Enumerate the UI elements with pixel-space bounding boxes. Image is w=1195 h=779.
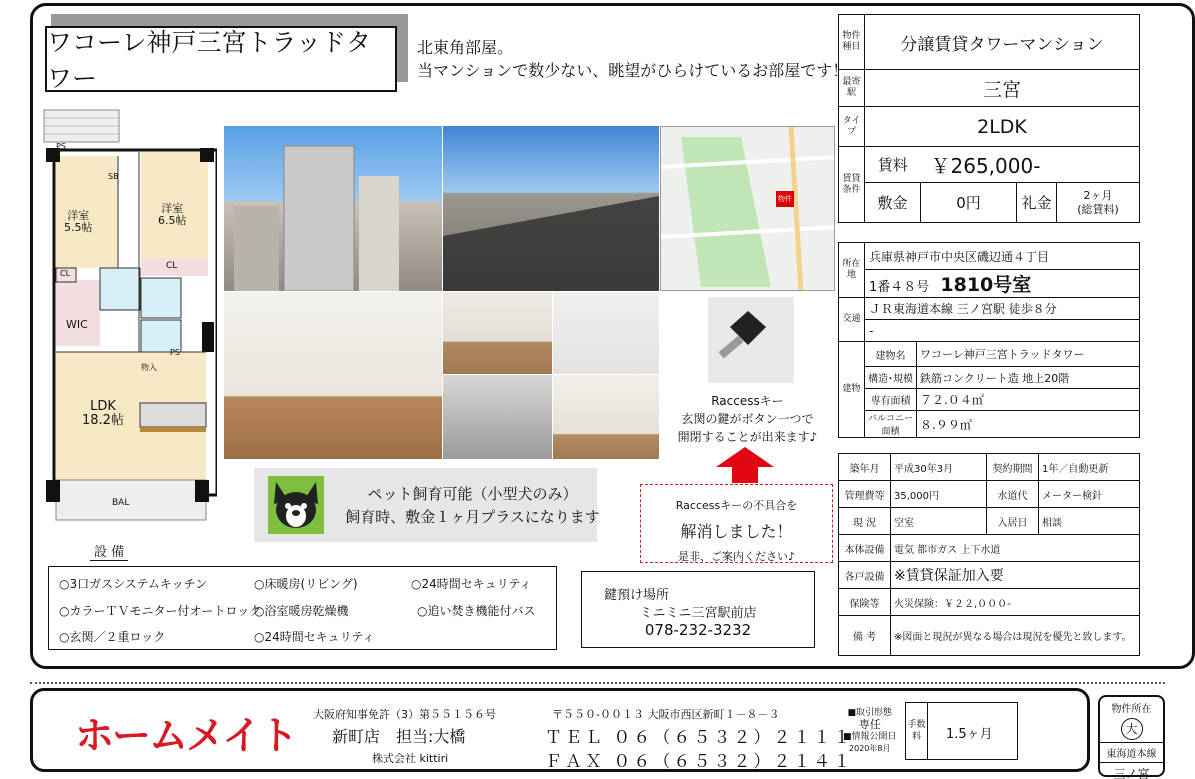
fee-box [905, 702, 1018, 760]
company-name: 株式会社 kittiri [372, 752, 449, 765]
wic-label: WIC [66, 318, 88, 331]
company-address: 〒５５０-００１３ 大阪市西区新町１－８－３ [552, 708, 780, 721]
station-label: 最寄駅 [839, 70, 865, 107]
room-2-label [158, 203, 187, 227]
equipment-item: ○カラーＴＶモニター付オートロック [59, 604, 262, 618]
equipment-item: ○床暖房(リビング) [254, 577, 358, 591]
building-name-label: 建物名 [865, 342, 917, 367]
built-value: 平成30年3月 [891, 454, 987, 481]
deposit-label: 敷金 [865, 183, 921, 223]
spec-table-location [838, 242, 1140, 438]
equipment-item: ○追い焚き機能付バス [417, 604, 536, 618]
balcony-area-label: バルコニー面積 [865, 411, 917, 438]
raccess-key-image [708, 297, 794, 383]
photo-room [443, 292, 552, 374]
balcony-area-value: ８.９９㎡ [917, 411, 1140, 438]
catch-line-1: 北東角部屋。 [417, 38, 514, 57]
deal-type-label: ■取引形態 [847, 708, 893, 718]
photo-bath [553, 292, 659, 374]
storage-label: 物入 [141, 363, 157, 372]
room-1-name: 洋室 [67, 209, 90, 222]
equipment-item: ○玄関／２重ロック [59, 630, 166, 644]
notice-line-1: Raccessキーの不具合を [675, 499, 798, 512]
deposit-value: 0円 [921, 183, 1017, 223]
key-location-tel: 078-232-3232 [644, 621, 752, 639]
equipment-item: ○浴室暖房乾燥機 [254, 604, 349, 618]
room-2-name: 洋室 [161, 202, 184, 215]
layout-value: 2LDK [865, 107, 1140, 147]
fee-label: 手数料 [906, 703, 928, 759]
notice-line-2: 解消しました！ [680, 522, 793, 541]
pet-line-2: 飼育時、敷金１ヶ月プラスになります [345, 508, 600, 526]
ldk-name: LDK [90, 399, 116, 414]
keymoney-value-1: 2ヶ月 [1083, 188, 1113, 202]
address-label: 所在地 [839, 243, 865, 298]
structure-value: 鉄筋コンクリート造 地上20階 [917, 367, 1140, 389]
notice-line-3: 是非、ご案内ください♪ [677, 550, 796, 563]
floor-plan [42, 108, 217, 523]
move-in-label: 入居日 [987, 508, 1039, 535]
area-value: ７２.０４㎡ [917, 389, 1140, 411]
spec-table-main [838, 14, 1140, 223]
water-label: 水道代 [987, 481, 1039, 508]
notice-box [640, 484, 833, 563]
cl-label-1: CL [60, 269, 71, 278]
room-1-size: 5.5帖 [64, 221, 93, 234]
photo-kitchen [443, 375, 552, 459]
key-location-name: ミニミニ三宮駅前店 [639, 606, 757, 621]
conditions-label: 賃貸条件 [839, 147, 865, 223]
equipment-item: ○24時間セキュリティ [254, 630, 375, 644]
photo-view [443, 126, 659, 291]
facility-value: 電気 都市ガス 上下水道 [891, 535, 1140, 562]
structure-label: 構造･規模 [865, 367, 917, 389]
cut-line [30, 682, 1165, 684]
company-tel: ＴＥＬ ０６（６５３２）２１１１ [545, 728, 854, 748]
unit-equipment-value: ※賃貸保証加入要 [891, 562, 1140, 589]
building-label: 建物 [839, 342, 865, 438]
room-number: 1810号室 [940, 274, 1032, 296]
key-caption-line-3: 開閉することが出来ます♪ [677, 430, 818, 444]
building-name-value: ワコーレ神戸三宮トラッドタワー [917, 342, 1140, 367]
contract-label: 契約期間 [987, 454, 1039, 481]
key-location-box [581, 571, 815, 648]
rent-value: ￥265,000- [921, 147, 1140, 183]
built-label: 築年月 [839, 454, 891, 481]
key-caption-line-1: Raccessキー [711, 394, 784, 408]
photo-exterior [224, 126, 442, 291]
dog-icon [268, 476, 324, 534]
catch-line-2: 当マンションで数少ない、眺望がひらけているお部屋です！ [417, 61, 849, 80]
map [660, 126, 835, 291]
sb-label: SB [108, 172, 119, 181]
equipment-item: ○24時間セキュリティ [411, 577, 532, 591]
keymoney-value-2: (総賃料) [1077, 202, 1119, 216]
address-line-2-prefix: 1番４８号 [869, 280, 930, 295]
info-date-value: 2020年8月 [849, 744, 891, 753]
ldk-label [82, 400, 124, 428]
transport-line-1: ＪＲ東海道本線 三ノ宮駅 徒歩８分 [865, 298, 1140, 320]
pet-line-1: ペット飼育可能（小型犬のみ） [367, 485, 578, 503]
contract-value: 1年／自動更新 [1039, 454, 1140, 481]
property-title: ワコーレ神戸三宮トラッドタワー [45, 26, 397, 92]
equipment-item: ○3口ガスシステムキッチン [59, 577, 208, 591]
remarks-label: 備 考 [839, 616, 891, 656]
map-marker: 物件 [776, 191, 794, 207]
cl-label-2: CL [166, 261, 178, 271]
up-arrow-icon [716, 447, 774, 483]
insurance-label: 保険等 [839, 589, 891, 616]
equipment-list [48, 566, 557, 650]
facility-label: 本体設備 [839, 535, 891, 562]
ps-label-top: PS [56, 142, 66, 151]
company-logo: ホームメイト [75, 714, 297, 759]
deal-type-value: 専任 [858, 718, 881, 731]
room-1-label [64, 210, 93, 234]
catch-copy [417, 36, 848, 82]
key-caption-line-2: 玄関の鍵がボタン一つで [681, 412, 814, 426]
type-value: 分譲賃貸タワーマンション [865, 15, 1140, 70]
pet-text [340, 483, 605, 529]
fee-value: 1.5ヶ月 [946, 727, 993, 742]
keymoney-label: 礼金 [1017, 183, 1057, 223]
deal-type [843, 707, 897, 755]
keymoney-value [1057, 183, 1140, 223]
photo-ldk [224, 292, 442, 459]
type-label: 物件種目 [839, 15, 865, 70]
equipment-title: 設 備 [90, 541, 128, 561]
key-caption [650, 392, 845, 446]
remarks-value: ※図面と現況が異なる場合は現況を優先と致します。 [891, 616, 1140, 656]
spec-table-details [838, 453, 1140, 656]
room-2-size: 6.5帖 [158, 214, 187, 227]
station-value: 三宮 [865, 70, 1140, 107]
location-mark: 大 [1125, 722, 1138, 736]
status-value: 空室 [891, 508, 987, 535]
location-title: 物件所在 [1111, 704, 1152, 715]
insurance-value: 火災保険：￥２２,０００- [891, 589, 1140, 616]
balcony-label: BAL [112, 498, 130, 508]
key-location-heading: 鍵預け場所 [604, 588, 670, 603]
info-date-label: ■情報公開日 [843, 732, 897, 742]
location-badge [1098, 695, 1165, 777]
company-fax: ＦＡＸ ０６（６５３２）２１４１ [545, 752, 854, 772]
license-number: 大阪府知事免許（3）第５５１５６号 [313, 708, 496, 721]
status-label: 現 況 [839, 508, 891, 535]
rent-label: 賃料 [865, 147, 921, 183]
ps-label-mid: PS [170, 348, 180, 357]
unit-equipment-label: 各戸設備 [839, 562, 891, 589]
location-mark-icon [1121, 718, 1143, 740]
transport-line-2: - [865, 320, 1140, 342]
water-value: メーター検針 [1039, 481, 1140, 508]
branch-name: 新町店 担当:大橋 [332, 727, 466, 746]
move-in-value: 相談 [1039, 508, 1140, 535]
transport-label: 交通 [839, 298, 865, 342]
area-label: 専有面積 [865, 389, 917, 411]
layout-label: タイプ [839, 107, 865, 147]
ldk-size: 18.2帖 [82, 413, 124, 428]
photo-storage [553, 375, 659, 459]
address-line-1: 兵庫県神戸市中央区磯辺通４丁目 [865, 243, 1140, 270]
location-station: 三ノ宮 [1113, 767, 1150, 779]
location-line: 東海道本線 [1100, 742, 1163, 763]
management-fee-label: 管理費等 [839, 481, 891, 508]
management-fee-value: 35,000円 [891, 481, 987, 508]
address-line-2 [865, 270, 1140, 298]
